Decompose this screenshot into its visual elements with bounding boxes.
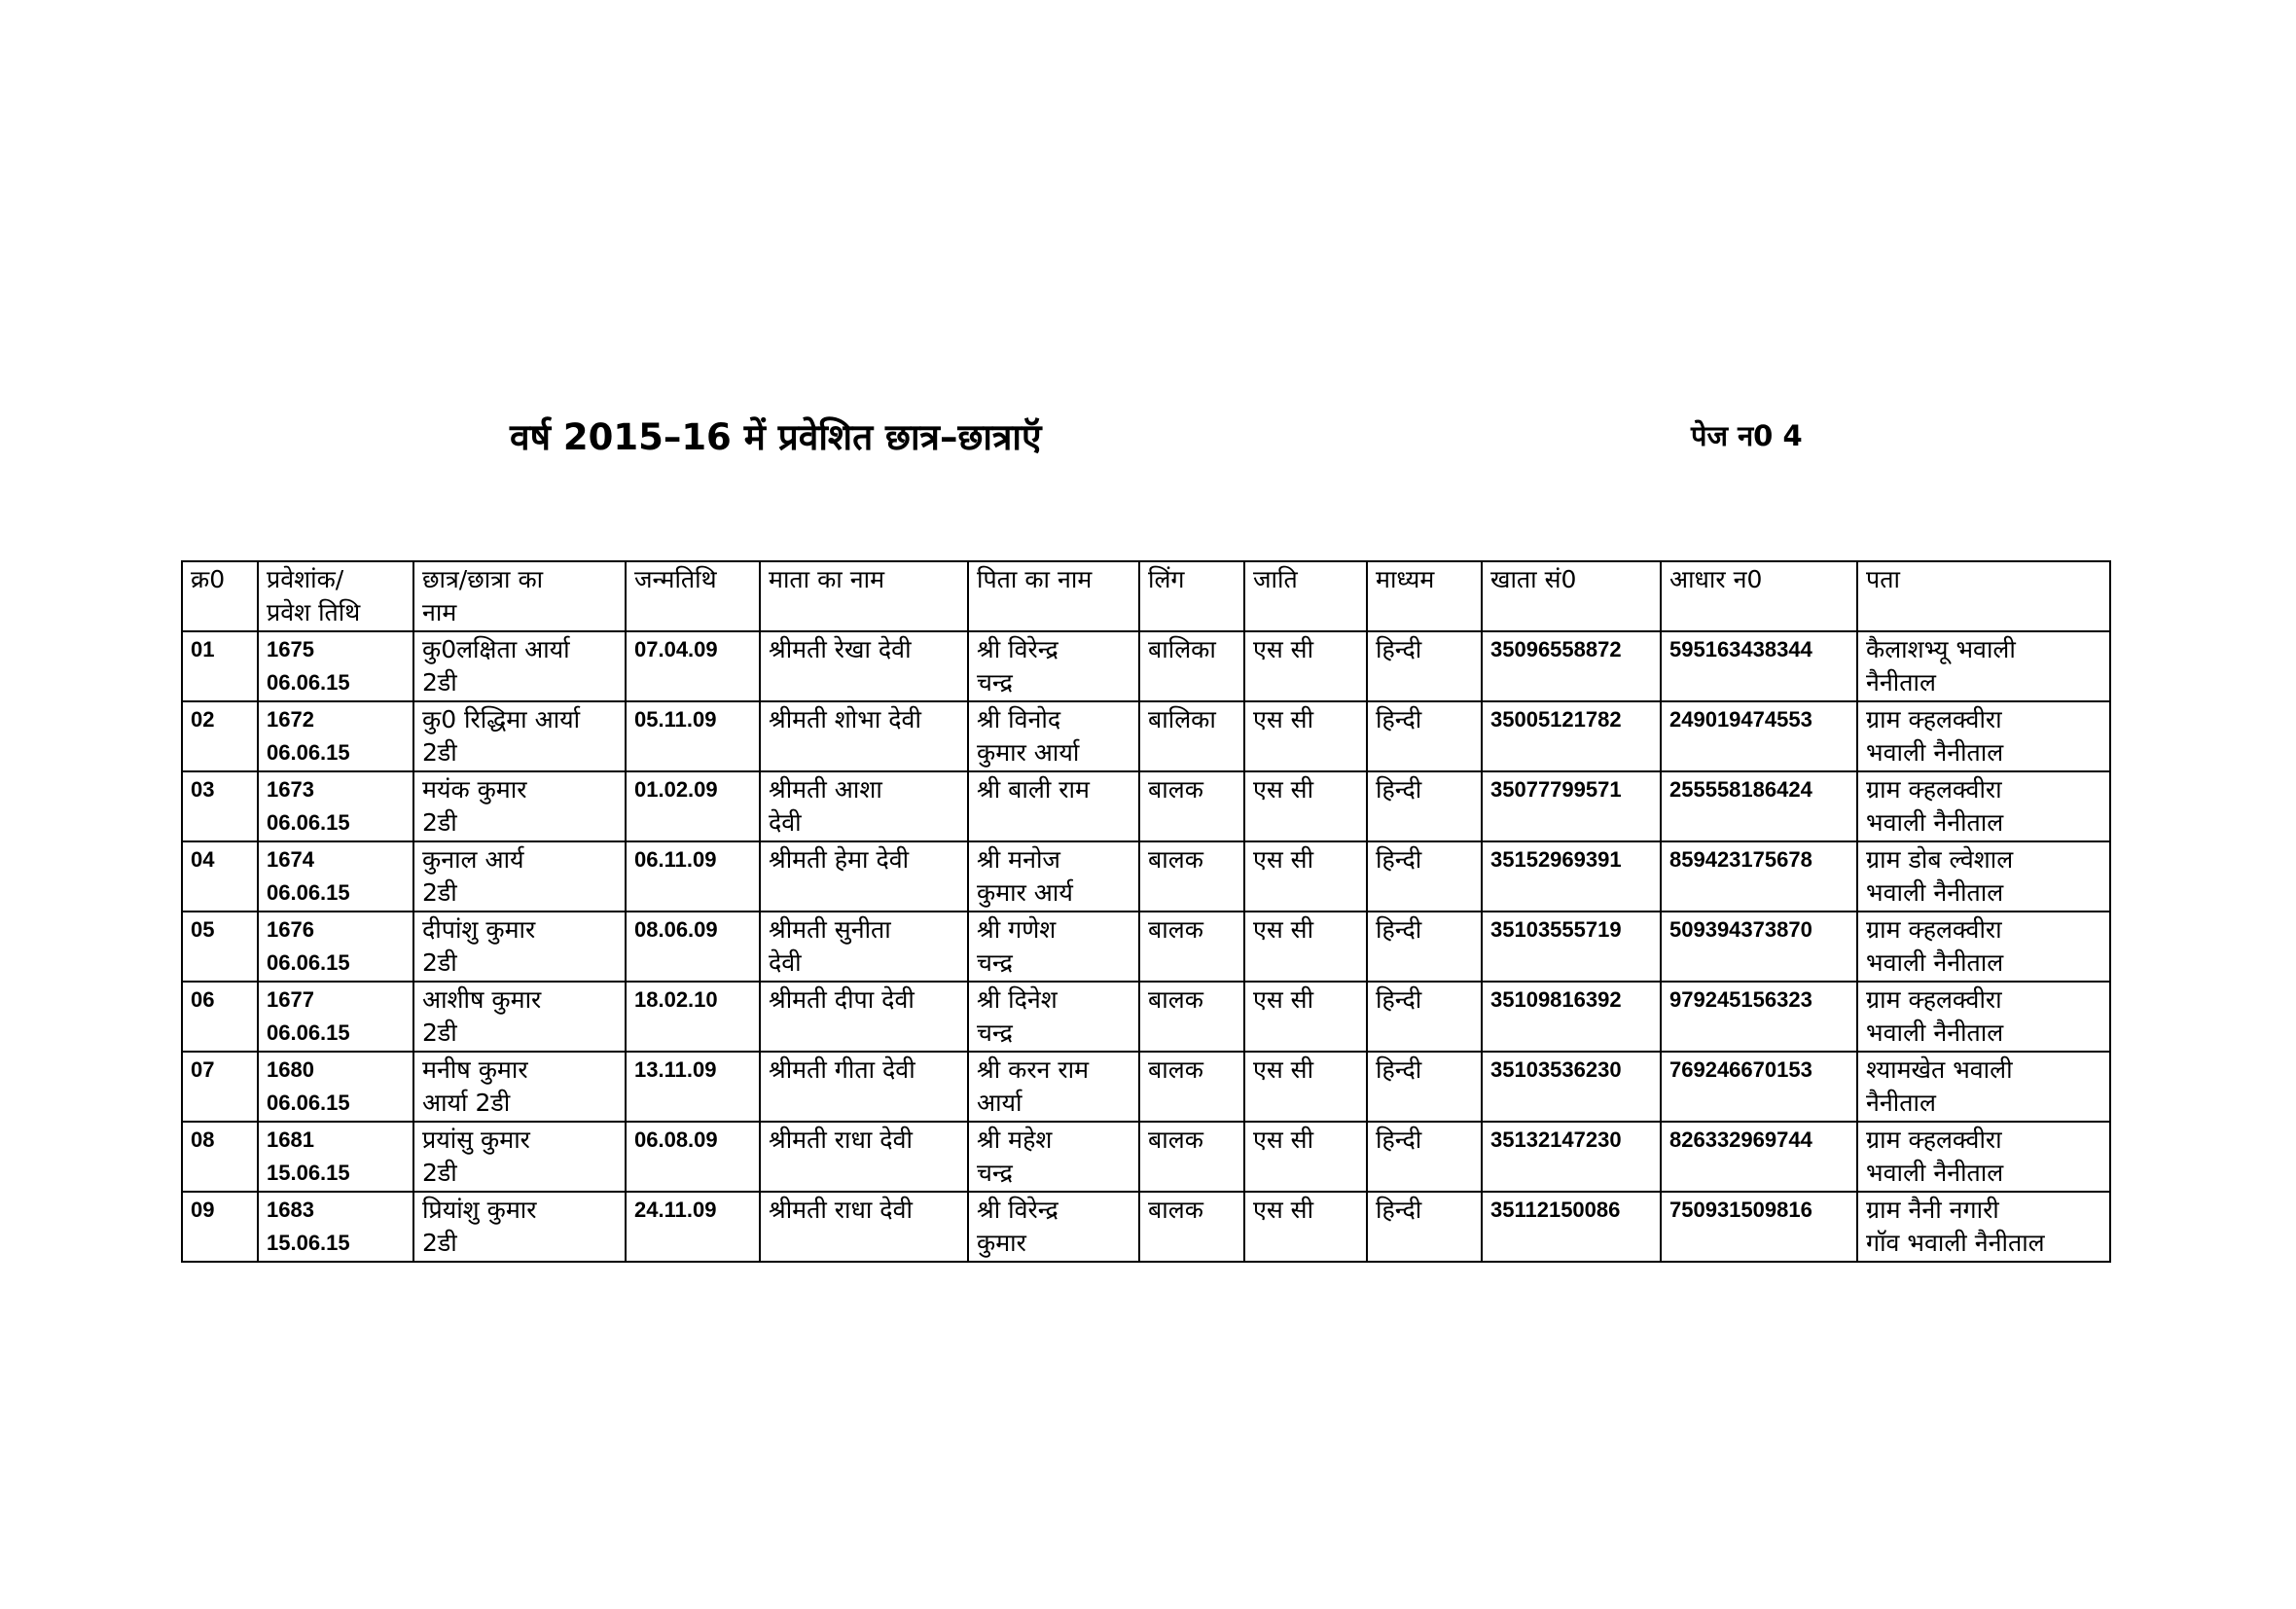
cell-gender-text: बालिका bbox=[1148, 705, 1216, 733]
cell-father-name-text: श्री मनोज bbox=[977, 845, 1060, 874]
cell-medium-text: हिन्दी bbox=[1376, 915, 1422, 944]
cell-address bbox=[1857, 771, 2110, 841]
cell-account-no-text: 35112150086 bbox=[1490, 1198, 1621, 1222]
cell-gender bbox=[1139, 701, 1244, 771]
cell-admission-text: 1681 bbox=[267, 1127, 314, 1152]
cell-aadhaar-no-text: 826332969744 bbox=[1669, 1127, 1812, 1152]
cell-student-name-text: कुनाल आर्य bbox=[422, 845, 524, 874]
cell-mother-name bbox=[760, 1122, 968, 1192]
cell-medium bbox=[1367, 1192, 1482, 1262]
cell-admission bbox=[258, 1192, 413, 1262]
table-row bbox=[182, 841, 2110, 912]
cell-father-name-text: श्री विनोद bbox=[977, 705, 1061, 733]
cell-medium-text: हिन्दी bbox=[1376, 705, 1422, 733]
column-header-text: पता bbox=[1866, 565, 1900, 593]
column-header-father-name bbox=[968, 561, 1139, 631]
cell-father-name-text: श्री विरेन्द्र bbox=[977, 1196, 1058, 1224]
cell-father-name-text: कुमार bbox=[977, 1229, 1026, 1257]
cell-address-text: ग्राम नैनी नगारी bbox=[1866, 1196, 1999, 1224]
column-header-text: जाति bbox=[1253, 565, 1298, 593]
cell-dob-text: 05.11.09 bbox=[634, 707, 717, 732]
cell-aadhaar-no-text: 769246670153 bbox=[1669, 1057, 1812, 1082]
cell-father-name bbox=[968, 1192, 1139, 1262]
cell-admission bbox=[258, 982, 413, 1052]
cell-account-no-text: 35096558872 bbox=[1490, 637, 1622, 661]
cell-mother-name-text: श्रीमती राधा देवी bbox=[769, 1196, 913, 1224]
cell-father-name-text: श्री दिनेश bbox=[977, 985, 1058, 1014]
column-header-text: क्र0 bbox=[191, 565, 226, 593]
cell-aadhaar-no bbox=[1661, 631, 1857, 701]
cell-medium bbox=[1367, 912, 1482, 982]
cell-medium-text: हिन्दी bbox=[1376, 635, 1422, 663]
cell-account-no bbox=[1482, 631, 1661, 701]
cell-mother-name-text: श्रीमती शोभा देवी bbox=[769, 705, 921, 733]
cell-student-name-text: आर्या 2डी bbox=[422, 1089, 511, 1117]
cell-admission-text: 15.06.15 bbox=[267, 1231, 350, 1255]
column-header-sno bbox=[182, 561, 258, 631]
cell-sno-text: 05 bbox=[191, 917, 215, 942]
column-header-account-no bbox=[1482, 561, 1661, 631]
cell-student-name bbox=[413, 841, 626, 912]
cell-student-name bbox=[413, 631, 626, 701]
cell-caste-text: एस सी bbox=[1253, 1126, 1314, 1154]
cell-account-no bbox=[1482, 1192, 1661, 1262]
cell-father-name-text: चन्द्र bbox=[977, 1019, 1013, 1047]
cell-aadhaar-no bbox=[1661, 1122, 1857, 1192]
cell-student-name bbox=[413, 771, 626, 841]
cell-dob bbox=[626, 982, 760, 1052]
cell-student-name-text: प्रयांसु कुमार bbox=[422, 1126, 530, 1154]
cell-gender-text: बालक bbox=[1148, 1126, 1203, 1154]
cell-admission bbox=[258, 1052, 413, 1122]
cell-father-name bbox=[968, 771, 1139, 841]
cell-sno-text: 09 bbox=[191, 1198, 215, 1222]
cell-caste bbox=[1244, 1052, 1367, 1122]
cell-admission bbox=[258, 771, 413, 841]
cell-sno bbox=[182, 1192, 258, 1262]
cell-aadhaar-no bbox=[1661, 701, 1857, 771]
cell-father-name-text: श्री महेश bbox=[977, 1126, 1053, 1154]
cell-mother-name bbox=[760, 912, 968, 982]
cell-gender-text: बालिका bbox=[1148, 635, 1216, 663]
cell-admission-text: 06.06.15 bbox=[267, 1020, 350, 1045]
column-header-medium bbox=[1367, 561, 1482, 631]
cell-sno-text: 04 bbox=[191, 847, 215, 872]
cell-father-name-text: आर्या bbox=[977, 1089, 1022, 1117]
cell-student-name-text: प्रियांशु कुमार bbox=[422, 1196, 537, 1224]
cell-admission-text: 06.06.15 bbox=[267, 740, 350, 765]
column-header-dob bbox=[626, 561, 760, 631]
cell-mother-name-text: श्रीमती सुनीता bbox=[769, 915, 891, 944]
cell-gender-text: बालक bbox=[1148, 1055, 1203, 1084]
cell-student-name-text: 2डी bbox=[422, 948, 457, 977]
column-header-aadhaar-no bbox=[1661, 561, 1857, 631]
column-header-text: प्रवेशांक/ bbox=[267, 565, 344, 593]
cell-caste bbox=[1244, 841, 1367, 912]
cell-address-text: ग्राम क्हलक्वीरा bbox=[1866, 915, 2002, 944]
header-row bbox=[182, 561, 2110, 631]
cell-father-name-text: चन्द्र bbox=[977, 948, 1013, 977]
column-header-text: आधार न0 bbox=[1669, 565, 1763, 593]
cell-mother-name-text: श्रीमती आशा bbox=[769, 775, 882, 804]
cell-account-no bbox=[1482, 1122, 1661, 1192]
cell-dob-text: 24.11.09 bbox=[634, 1198, 717, 1222]
cell-medium-text: हिन्दी bbox=[1376, 985, 1422, 1014]
cell-gender-text: बालक bbox=[1148, 985, 1203, 1014]
cell-student-name-text: मयंक कुमार bbox=[422, 775, 527, 804]
column-header-caste bbox=[1244, 561, 1367, 631]
cell-mother-name bbox=[760, 841, 968, 912]
column-header-text: लिंग bbox=[1148, 565, 1185, 593]
cell-aadhaar-no bbox=[1661, 1192, 1857, 1262]
cell-medium bbox=[1367, 631, 1482, 701]
cell-gender bbox=[1139, 771, 1244, 841]
cell-sno bbox=[182, 841, 258, 912]
cell-admission-text: 1672 bbox=[267, 707, 314, 732]
cell-father-name-text: श्री गणेश bbox=[977, 915, 1057, 944]
cell-caste-text: एस सी bbox=[1253, 1196, 1314, 1224]
cell-sno-text: 01 bbox=[191, 637, 215, 661]
cell-medium bbox=[1367, 771, 1482, 841]
cell-admission-text: 1683 bbox=[267, 1198, 314, 1222]
cell-aadhaar-no-text: 750931509816 bbox=[1669, 1198, 1812, 1222]
cell-mother-name-text: श्रीमती गीता देवी bbox=[769, 1055, 915, 1084]
cell-dob bbox=[626, 771, 760, 841]
column-header-text: प्रवेश तिथि bbox=[267, 598, 361, 626]
table-row bbox=[182, 1122, 2110, 1192]
cell-dob bbox=[626, 841, 760, 912]
cell-sno bbox=[182, 631, 258, 701]
cell-gender bbox=[1139, 982, 1244, 1052]
cell-caste bbox=[1244, 631, 1367, 701]
cell-gender bbox=[1139, 912, 1244, 982]
cell-mother-name-text: श्रीमती रेखा देवी bbox=[769, 635, 912, 663]
cell-account-no bbox=[1482, 701, 1661, 771]
table-row bbox=[182, 631, 2110, 701]
cell-aadhaar-no-text: 979245156323 bbox=[1669, 987, 1812, 1012]
cell-admission bbox=[258, 1122, 413, 1192]
cell-gender bbox=[1139, 1122, 1244, 1192]
cell-sno-text: 08 bbox=[191, 1127, 215, 1152]
column-header-address bbox=[1857, 561, 2110, 631]
cell-student-name bbox=[413, 1122, 626, 1192]
cell-caste-text: एस सी bbox=[1253, 635, 1314, 663]
table-row bbox=[182, 982, 2110, 1052]
cell-student-name-text: कु0लक्षिता आर्या bbox=[422, 635, 570, 663]
cell-father-name-text: कुमार आर्या bbox=[977, 738, 1080, 767]
cell-caste-text: एस सी bbox=[1253, 705, 1314, 733]
cell-gender bbox=[1139, 1052, 1244, 1122]
cell-gender-text: बालक bbox=[1148, 1196, 1203, 1224]
cell-address bbox=[1857, 1122, 2110, 1192]
table-row bbox=[182, 912, 2110, 982]
table-row bbox=[182, 1052, 2110, 1122]
column-header-text: नाम bbox=[422, 598, 457, 626]
cell-admission bbox=[258, 631, 413, 701]
cell-father-name-text: श्री विरेन्द्र bbox=[977, 635, 1058, 663]
cell-father-name-text: श्री करन राम bbox=[977, 1055, 1090, 1084]
cell-father-name bbox=[968, 631, 1139, 701]
cell-sno bbox=[182, 771, 258, 841]
cell-account-no-text: 35005121782 bbox=[1490, 707, 1622, 732]
cell-admission-text: 06.06.15 bbox=[267, 880, 350, 905]
cell-father-name bbox=[968, 1122, 1139, 1192]
cell-account-no-text: 35077799571 bbox=[1490, 777, 1622, 802]
cell-sno bbox=[182, 912, 258, 982]
cell-student-name-text: 2डी bbox=[422, 668, 457, 697]
cell-gender-text: बालक bbox=[1148, 775, 1203, 804]
cell-address-text: नैनीताल bbox=[1866, 668, 1936, 697]
column-header-gender bbox=[1139, 561, 1244, 631]
cell-student-name-text: कु0 रिद्धिमा आर्या bbox=[422, 705, 581, 733]
cell-gender-text: बालक bbox=[1148, 845, 1203, 874]
cell-address bbox=[1857, 912, 2110, 982]
cell-caste bbox=[1244, 1192, 1367, 1262]
table-row bbox=[182, 1192, 2110, 1262]
cell-father-name-text: कुमार आर्य bbox=[977, 878, 1073, 907]
cell-student-name bbox=[413, 1052, 626, 1122]
cell-admission bbox=[258, 912, 413, 982]
cell-medium bbox=[1367, 1122, 1482, 1192]
cell-medium-text: हिन्दी bbox=[1376, 1196, 1422, 1224]
cell-caste-text: एस सी bbox=[1253, 775, 1314, 804]
column-header-admission bbox=[258, 561, 413, 631]
cell-sno bbox=[182, 1122, 258, 1192]
cell-address-text: भवाली नैनीताल bbox=[1866, 1159, 2004, 1187]
cell-medium bbox=[1367, 982, 1482, 1052]
column-header-mother-name bbox=[760, 561, 968, 631]
cell-admission-text: 1680 bbox=[267, 1057, 314, 1082]
cell-father-name bbox=[968, 912, 1139, 982]
cell-aadhaar-no-text: 509394373870 bbox=[1669, 917, 1812, 942]
cell-father-name bbox=[968, 841, 1139, 912]
cell-admission-text: 1676 bbox=[267, 917, 314, 942]
cell-address-text: ग्राम क्हलक्वीरा bbox=[1866, 1126, 2002, 1154]
cell-gender bbox=[1139, 841, 1244, 912]
cell-aadhaar-no-text: 595163438344 bbox=[1669, 637, 1812, 661]
cell-student-name-text: 2डी bbox=[422, 738, 457, 767]
cell-address bbox=[1857, 631, 2110, 701]
cell-student-name bbox=[413, 982, 626, 1052]
cell-aadhaar-no bbox=[1661, 771, 1857, 841]
cell-mother-name bbox=[760, 631, 968, 701]
cell-account-no-text: 35103536230 bbox=[1490, 1057, 1622, 1082]
cell-admission bbox=[258, 841, 413, 912]
cell-address-text: भवाली नैनीताल bbox=[1866, 738, 2004, 767]
cell-admission-text: 1674 bbox=[267, 847, 314, 872]
cell-dob bbox=[626, 1122, 760, 1192]
cell-student-name bbox=[413, 1192, 626, 1262]
cell-admission-text: 06.06.15 bbox=[267, 950, 350, 975]
cell-address bbox=[1857, 841, 2110, 912]
cell-mother-name bbox=[760, 1192, 968, 1262]
cell-student-name-text: 2डी bbox=[422, 878, 457, 907]
column-header-text: माध्यम bbox=[1376, 565, 1435, 593]
cell-father-name-text: श्री बाली राम bbox=[977, 775, 1090, 804]
cell-address-text: नैनीताल bbox=[1866, 1089, 1936, 1117]
cell-gender bbox=[1139, 1192, 1244, 1262]
cell-caste-text: एस सी bbox=[1253, 915, 1314, 944]
cell-medium-text: हिन्दी bbox=[1376, 1126, 1422, 1154]
page-number: पेज न0 4 bbox=[1691, 419, 1803, 452]
cell-account-no bbox=[1482, 912, 1661, 982]
cell-sno-text: 06 bbox=[191, 987, 215, 1012]
cell-caste bbox=[1244, 771, 1367, 841]
cell-student-name-text: मनीष कुमार bbox=[422, 1055, 528, 1084]
cell-dob bbox=[626, 631, 760, 701]
cell-caste-text: एस सी bbox=[1253, 845, 1314, 874]
cell-admission-text: 06.06.15 bbox=[267, 810, 350, 835]
cell-address-text: भवाली नैनीताल bbox=[1866, 948, 2004, 977]
cell-account-no-text: 35152969391 bbox=[1490, 847, 1622, 872]
table-body bbox=[182, 631, 2110, 1262]
cell-mother-name-text: श्रीमती दीपा देवी bbox=[769, 985, 915, 1014]
cell-father-name-text: चन्द्र bbox=[977, 668, 1013, 697]
cell-dob-text: 06.08.09 bbox=[634, 1127, 718, 1152]
cell-aadhaar-no-text: 859423175678 bbox=[1669, 847, 1812, 872]
cell-admission bbox=[258, 701, 413, 771]
cell-student-name bbox=[413, 912, 626, 982]
cell-admission-text: 1673 bbox=[267, 777, 314, 802]
cell-mother-name-text: श्रीमती हेमा देवी bbox=[769, 845, 910, 874]
cell-sno-text: 03 bbox=[191, 777, 215, 802]
cell-student-name bbox=[413, 701, 626, 771]
cell-caste bbox=[1244, 1122, 1367, 1192]
cell-address-text: श्यामखेत भवाली bbox=[1866, 1055, 2013, 1084]
cell-dob-text: 18.02.10 bbox=[634, 987, 718, 1012]
cell-aadhaar-no bbox=[1661, 1052, 1857, 1122]
cell-aadhaar-no bbox=[1661, 982, 1857, 1052]
cell-aadhaar-no bbox=[1661, 912, 1857, 982]
cell-address-text: ग्राम क्हलक्वीरा bbox=[1866, 705, 2002, 733]
cell-father-name bbox=[968, 1052, 1139, 1122]
cell-dob bbox=[626, 701, 760, 771]
column-header-text: माता का नाम bbox=[769, 565, 885, 593]
cell-medium bbox=[1367, 701, 1482, 771]
cell-aadhaar-no-text: 249019474553 bbox=[1669, 707, 1812, 732]
cell-student-name-text: 2डी bbox=[422, 1229, 457, 1257]
cell-sno bbox=[182, 1052, 258, 1122]
column-header-text: जन्मतिथि bbox=[634, 565, 717, 593]
cell-account-no bbox=[1482, 771, 1661, 841]
cell-admission-text: 06.06.15 bbox=[267, 1091, 350, 1115]
cell-sno bbox=[182, 701, 258, 771]
column-header-text: छात्र/छात्रा का bbox=[422, 565, 544, 593]
cell-student-name-text: 2डी bbox=[422, 808, 457, 837]
admission-register-table bbox=[181, 560, 2111, 1263]
cell-caste bbox=[1244, 982, 1367, 1052]
cell-caste bbox=[1244, 701, 1367, 771]
cell-aadhaar-no bbox=[1661, 841, 1857, 912]
cell-address-text: भवाली नैनीताल bbox=[1866, 1019, 2004, 1047]
cell-gender-text: बालक bbox=[1148, 915, 1203, 944]
cell-dob-text: 13.11.09 bbox=[634, 1057, 717, 1082]
cell-address-text: गॉव भवाली नैनीताल bbox=[1866, 1229, 2045, 1257]
cell-dob-text: 07.04.09 bbox=[634, 637, 718, 661]
cell-mother-name bbox=[760, 1052, 968, 1122]
cell-caste-text: एस सी bbox=[1253, 985, 1314, 1014]
cell-address bbox=[1857, 982, 2110, 1052]
cell-sno-text: 07 bbox=[191, 1057, 215, 1082]
cell-father-name-text: चन्द्र bbox=[977, 1159, 1013, 1187]
table-header bbox=[182, 561, 2110, 631]
cell-caste-text: एस सी bbox=[1253, 1055, 1314, 1084]
cell-mother-name bbox=[760, 982, 968, 1052]
cell-address-text: भवाली नैनीताल bbox=[1866, 808, 2004, 837]
cell-dob-text: 06.11.09 bbox=[634, 847, 717, 872]
cell-account-no-text: 35103555719 bbox=[1490, 917, 1622, 942]
cell-medium bbox=[1367, 841, 1482, 912]
page-title: वर्ष 2015–16 में प्रवेशित छात्र–छात्राऍ bbox=[510, 416, 1042, 458]
cell-account-no-text: 35132147230 bbox=[1490, 1127, 1622, 1152]
cell-father-name bbox=[968, 701, 1139, 771]
cell-address bbox=[1857, 701, 2110, 771]
cell-admission-text: 1675 bbox=[267, 637, 314, 661]
cell-dob-text: 01.02.09 bbox=[634, 777, 718, 802]
cell-admission-text: 06.06.15 bbox=[267, 670, 350, 695]
cell-mother-name-text: देवी bbox=[769, 808, 802, 837]
cell-mother-name-text: श्रीमती राधा देवी bbox=[769, 1126, 913, 1154]
cell-sno-text: 02 bbox=[191, 707, 215, 732]
cell-account-no bbox=[1482, 841, 1661, 912]
cell-dob bbox=[626, 1192, 760, 1262]
cell-mother-name bbox=[760, 771, 968, 841]
cell-student-name-text: दीपांशु कुमार bbox=[422, 915, 536, 944]
cell-student-name-text: 2डी bbox=[422, 1019, 457, 1047]
cell-admission-text: 1677 bbox=[267, 987, 314, 1012]
column-header-text: खाता सं0 bbox=[1490, 565, 1577, 593]
cell-address-text: भवाली नैनीताल bbox=[1866, 878, 2004, 907]
cell-address bbox=[1857, 1052, 2110, 1122]
cell-address bbox=[1857, 1192, 2110, 1262]
cell-sno bbox=[182, 982, 258, 1052]
cell-dob bbox=[626, 1052, 760, 1122]
cell-address-text: ग्राम डोब ल्वेशाल bbox=[1866, 845, 2014, 874]
column-header-student-name bbox=[413, 561, 626, 631]
cell-student-name-text: आशीष कुमार bbox=[422, 985, 542, 1014]
cell-student-name-text: 2डी bbox=[422, 1159, 457, 1187]
cell-dob-text: 08.06.09 bbox=[634, 917, 718, 942]
cell-medium bbox=[1367, 1052, 1482, 1122]
cell-gender bbox=[1139, 631, 1244, 701]
cell-dob bbox=[626, 912, 760, 982]
table-row bbox=[182, 701, 2110, 771]
cell-mother-name-text: देवी bbox=[769, 948, 802, 977]
column-header-text: पिता का नाम bbox=[977, 565, 1093, 593]
cell-medium-text: हिन्दी bbox=[1376, 845, 1422, 874]
cell-mother-name bbox=[760, 701, 968, 771]
cell-medium-text: हिन्दी bbox=[1376, 775, 1422, 804]
cell-account-no-text: 35109816392 bbox=[1490, 987, 1622, 1012]
cell-aadhaar-no-text: 255558186424 bbox=[1669, 777, 1812, 802]
cell-medium-text: हिन्दी bbox=[1376, 1055, 1422, 1084]
cell-address-text: कैलाशभ्यू भवाली bbox=[1866, 635, 2016, 663]
cell-address-text: ग्राम क्हलक्वीरा bbox=[1866, 985, 2002, 1014]
cell-account-no bbox=[1482, 982, 1661, 1052]
cell-father-name bbox=[968, 982, 1139, 1052]
cell-caste bbox=[1244, 912, 1367, 982]
table-row bbox=[182, 771, 2110, 841]
cell-admission-text: 15.06.15 bbox=[267, 1161, 350, 1185]
cell-account-no bbox=[1482, 1052, 1661, 1122]
cell-address-text: ग्राम क्हलक्वीरा bbox=[1866, 775, 2002, 804]
